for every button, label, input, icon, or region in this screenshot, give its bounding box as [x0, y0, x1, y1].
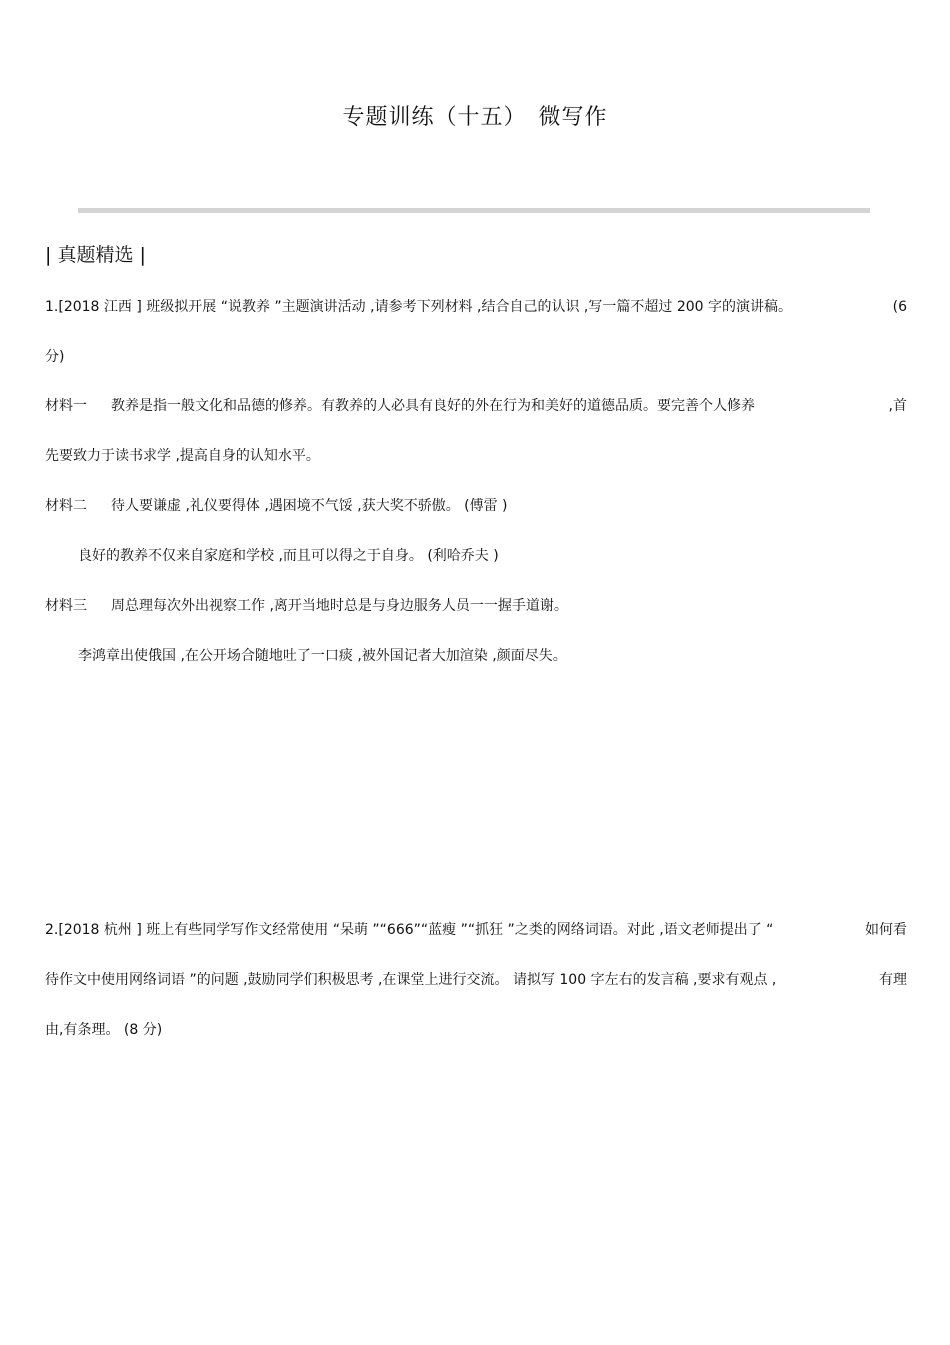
question2-text-2: 待作文中使用网络词语 ”的问题 ,鼓励同学们积极思考 ,在课堂上进行交流。 请拟写 100 字左右的发言稿 ,要求有观点 ,: [45, 972, 777, 988]
material3-text: 周总理每次外出视察工作 ,离开当地时总是与身边服务人员一一握手道谢。: [111, 598, 568, 614]
question2-line1: [45, 920, 907, 940]
material1-label: 材料一: [45, 398, 87, 414]
question1-line2: 分): [45, 349, 65, 365]
material1-body: [45, 396, 755, 416]
material2-label: 材料二: [45, 498, 87, 514]
question1-text-end: (6: [892, 299, 907, 315]
material1-line2: 先要致力于读书求学 ,提高自身的认知水平。: [45, 448, 320, 464]
material1-line1: [45, 396, 907, 416]
page-title: 专题训练（十五） 微写作: [342, 105, 608, 130]
question2-line2: [45, 970, 907, 990]
section-heading: | 真题精选 |: [45, 244, 146, 266]
material1-text: 教养是指一般文化和品德的修养。有教养的人必具有良好的外在行为和美好的道德品质。要完善个人修养: [111, 398, 755, 414]
question2-text-2-end: 有理: [879, 972, 907, 988]
question2-line3: 由,有条理。 (8 分): [45, 1022, 163, 1038]
question1-line1: [45, 297, 907, 317]
question2-text-end: 如何看: [865, 922, 907, 938]
material3-line2: 李鸿章出使俄国 ,在公开场合随地吐了一口痰 ,被外国记者大加渲染 ,颜面尽失。: [78, 648, 567, 664]
material2-line2: 良好的教养不仅来自家庭和学校 ,而且可以得之于自身。 (利哈乔夫 ): [78, 548, 499, 564]
material3-label: 材料三: [45, 598, 87, 614]
question1-text: 1.[2018 江西 ] 班级拟开展 “说教养 ”主题演讲活动 ,请参考下列材料 ,结合自己的认识 ,写一篇不超过 200 字的演讲稿。: [45, 299, 792, 315]
question2-text: 2.[2018 杭州 ] 班上有些同学写作文经常使用 “呆萌 ”“666”“蓝瘦 ”“抓狂 ”之类的网络词语。对此 ,语文老师提出了 “: [45, 922, 774, 938]
header-divider: [78, 208, 870, 213]
material1-text-end: ,首: [888, 398, 907, 414]
material2-line1: [45, 496, 907, 516]
material2-text: 待人要谦虚 ,礼仪要得体 ,遇困境不气馁 ,获大奖不骄傲。 (傅雷 ): [111, 498, 508, 514]
material3-line1: [45, 596, 907, 616]
